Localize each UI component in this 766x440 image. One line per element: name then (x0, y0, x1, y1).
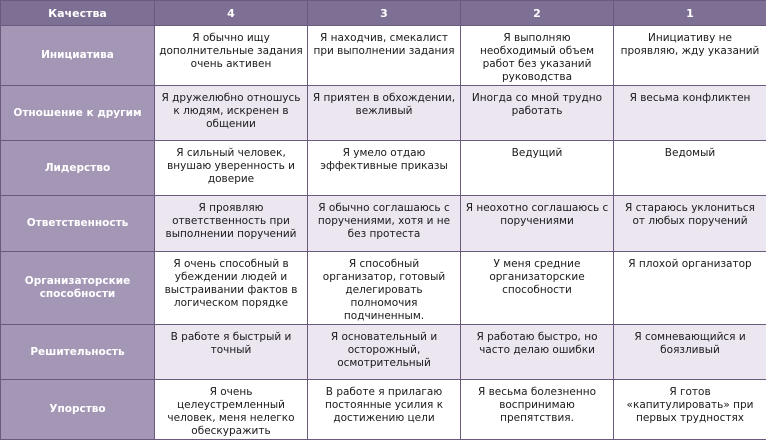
table-cell: У меня средние организаторские способности (461, 252, 614, 325)
table-cell: Я работаю быстро, но часто делаю ошибки (461, 325, 614, 380)
table-row (1, 325, 766, 380)
header-quality: Качества (1, 1, 155, 26)
table-cell: Я сомневающийся и боязливый (614, 325, 766, 380)
table-row (1, 141, 766, 196)
table-cell: Я весьма болезненно воспринимаю препятствия. (461, 380, 614, 440)
table-cell: Иногда со мной трудно работать (461, 86, 614, 141)
table-cell: Я дружелюбно отношусь к людям, искренен в общении (155, 86, 308, 141)
header-row (1, 1, 766, 26)
table-cell: В работе я быстрый и точный (155, 325, 308, 380)
table-cell: Я приятен в обхождении, вежливый (308, 86, 461, 141)
table-row (1, 26, 766, 86)
table-cell: Я неохотно соглашаюсь с поручениями (461, 196, 614, 252)
table-cell: Я весьма конфликтен (614, 86, 766, 141)
header-score-2: 2 (461, 1, 614, 26)
row-quality-label: Решительность (1, 325, 155, 380)
table-cell: Ведомый (614, 141, 766, 196)
table-cell: Я находчив, смекалист при выполнении задания (308, 26, 461, 86)
row-quality-label: Инициатива (1, 26, 155, 86)
table-row (1, 380, 766, 440)
table-row (1, 86, 766, 141)
header-score-4: 4 (155, 1, 308, 26)
table-cell: Я готов «капитулировать» при первых трудностях (614, 380, 766, 440)
row-quality-label: Ответственность (1, 196, 155, 252)
table-cell: Я стараюсь уклониться от любых поручений (614, 196, 766, 252)
table-cell: Я способный организатор, готовый делегировать полномочия подчиненным. (308, 252, 461, 325)
table-cell: В работе я прилагаю постоянные усилия к достижению цели (308, 380, 461, 440)
header-score-1: 1 (614, 1, 766, 26)
table-cell: Я выполняю необходимый объем работ без указаний руководства (461, 26, 614, 86)
table-cell: Ведущий (461, 141, 614, 196)
table-cell: Я обычно соглашаюсь с поручениями, хотя и не без протеста (308, 196, 461, 252)
table-cell: Я плохой организатор (614, 252, 766, 325)
table-cell: Я умело отдаю эффективные приказы (308, 141, 461, 196)
table-cell: Я обычно ищу дополнительные задания очень активен (155, 26, 308, 86)
row-quality-label: Лидерство (1, 141, 155, 196)
row-quality-label: Отношение к другим (1, 86, 155, 141)
table-cell: Я очень целеустремленный человек, меня нелегко обескуражить (155, 380, 308, 440)
row-quality-label: Упорство (1, 380, 155, 440)
table-cell: Я сильный человек, внушаю уверенность и доверие (155, 141, 308, 196)
header-score-3: 3 (308, 1, 461, 26)
table-row (1, 252, 766, 325)
table-row (1, 196, 766, 252)
table-cell: Я очень способный в убеждении людей и выстраивании фактов в логическом порядке (155, 252, 308, 325)
row-quality-label: Организаторские способности (1, 252, 155, 325)
table-cell: Я проявляю ответственность при выполнении поручений (155, 196, 308, 252)
table-cell: Инициативу не проявляю, жду указаний (614, 26, 766, 86)
table-cell: Я основательный и осторожный, осмотрительный (308, 325, 461, 380)
